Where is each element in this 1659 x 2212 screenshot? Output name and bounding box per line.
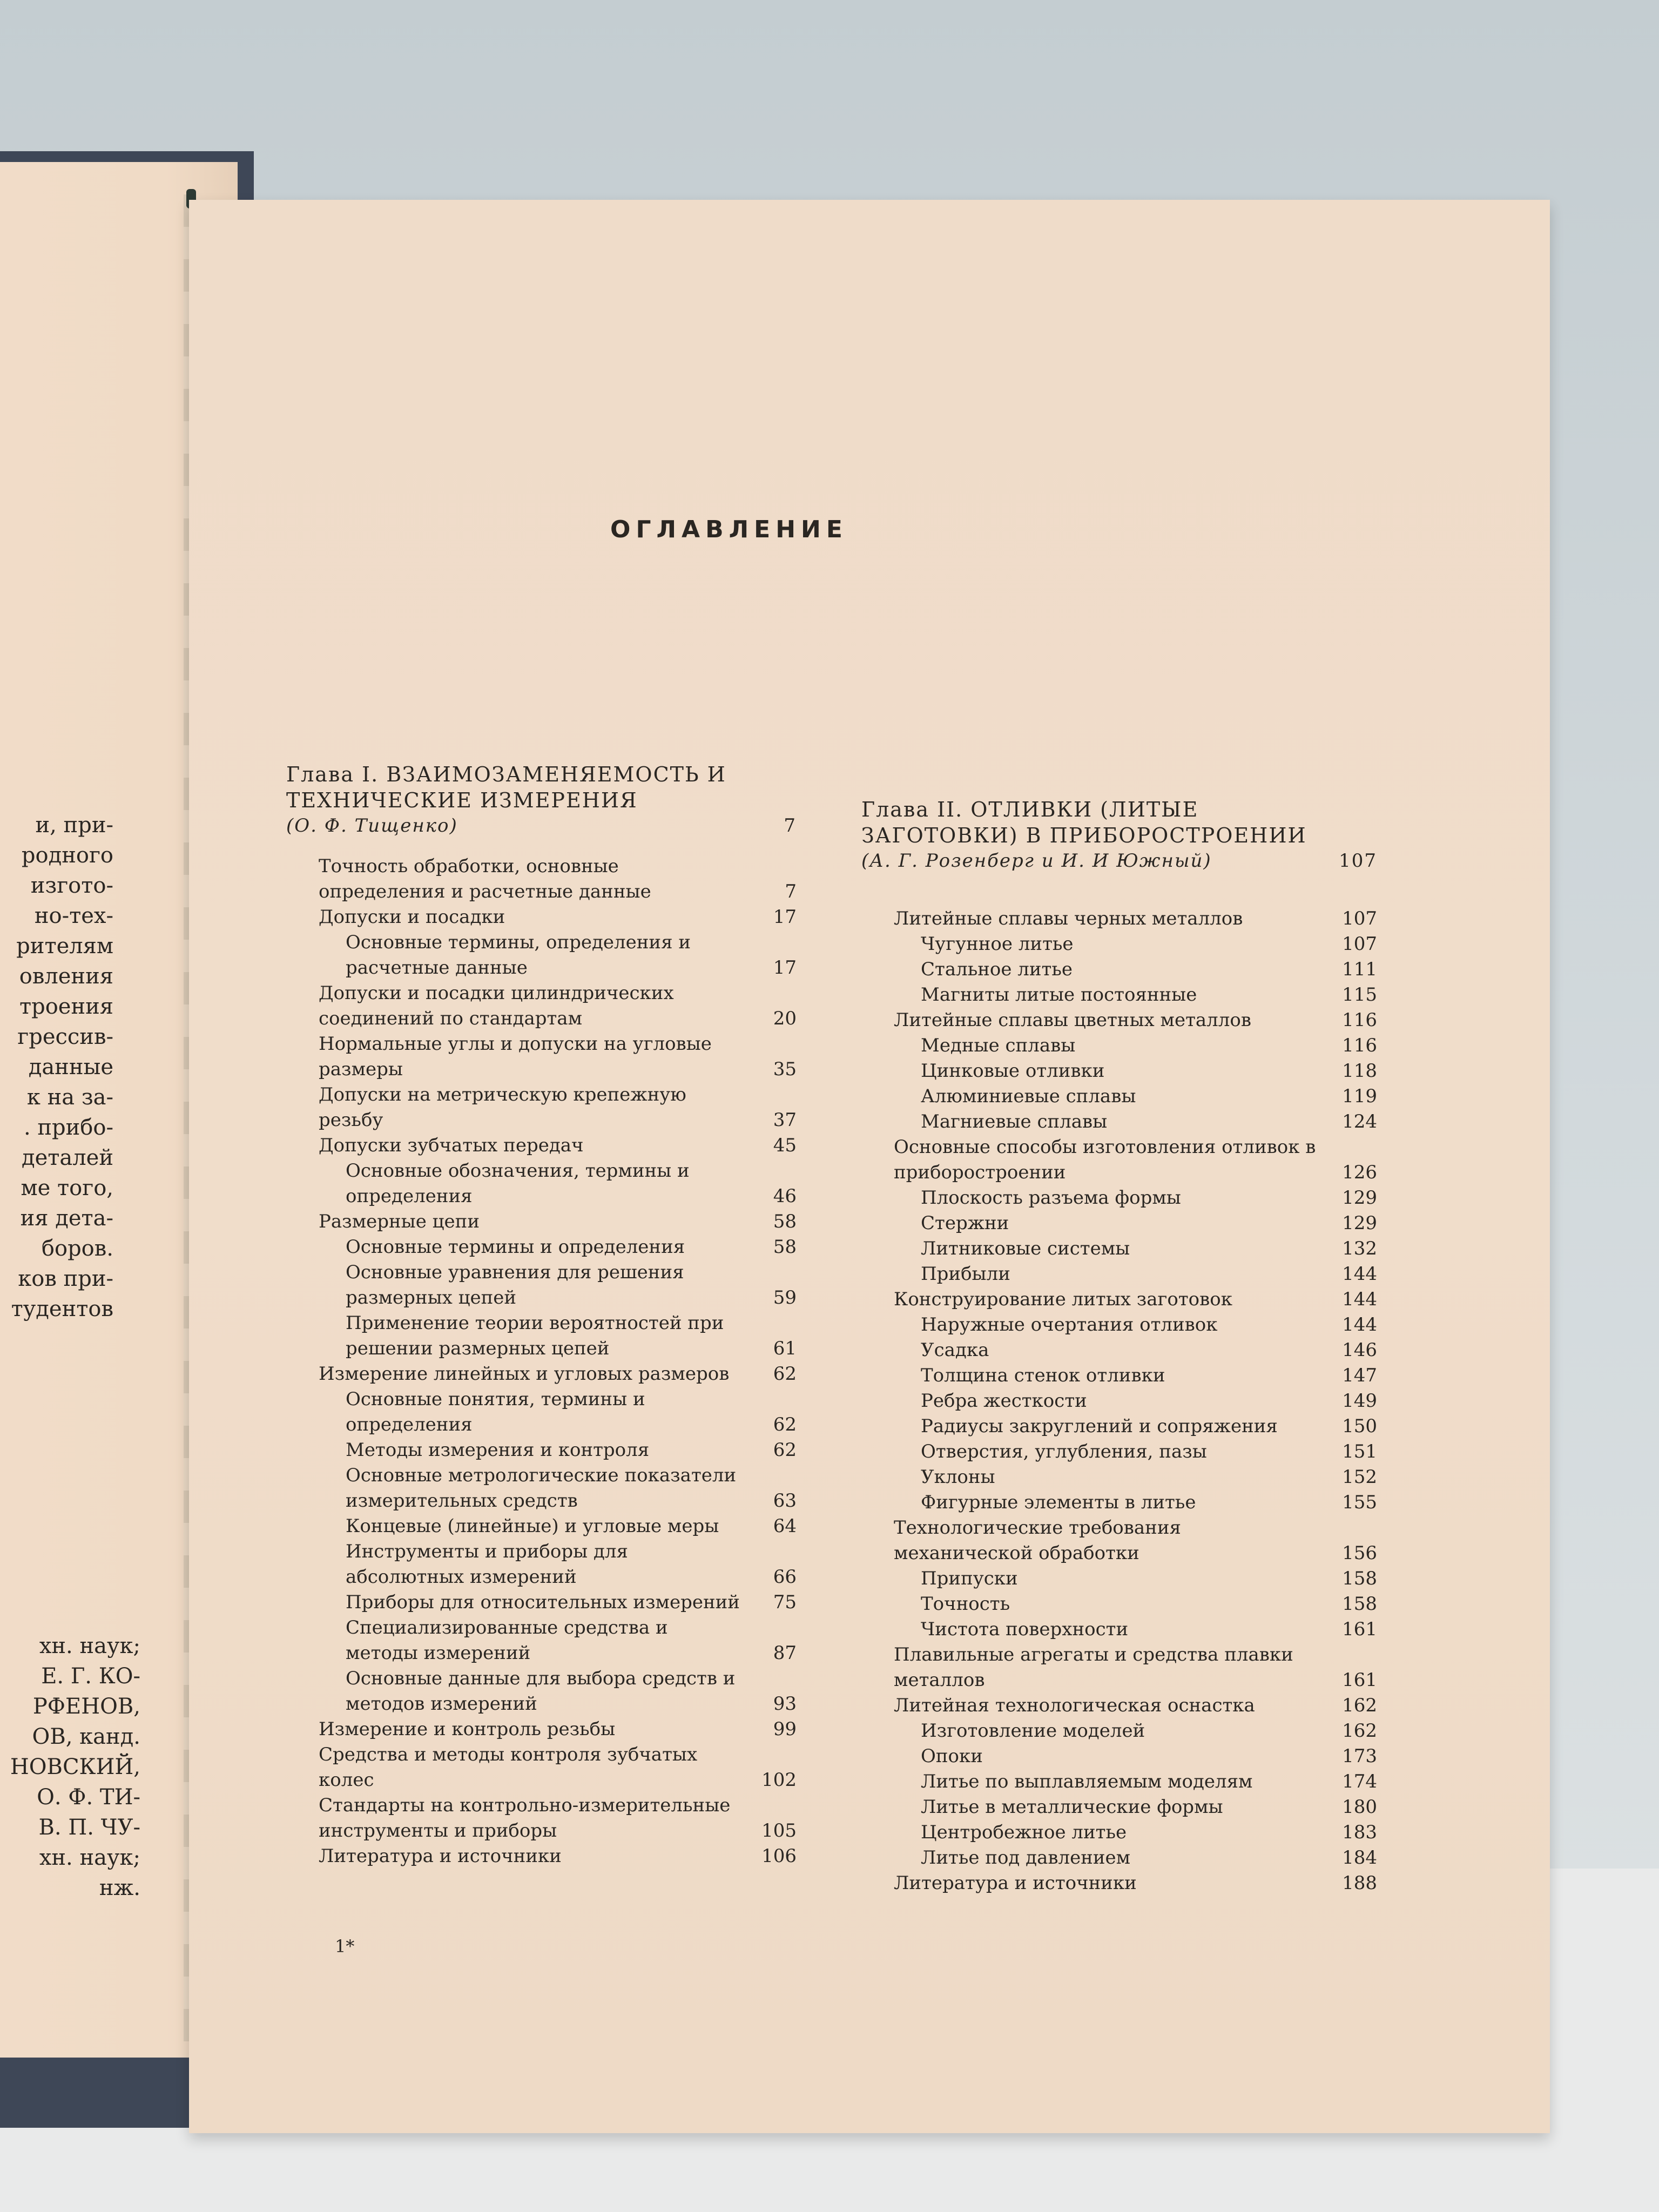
toc-entry-page: 17 [773,957,797,979]
left-page-line: О. Ф. ТИ- [37,1785,140,1810]
toc-entry-title: Литература и источники [319,1845,562,1867]
toc-entry-title: Конструирование литых заготовок [894,1289,1232,1310]
page-title: ОГЛАВЛЕНИЕ [610,516,848,543]
toc-entry-page: 111 [1342,959,1377,980]
toc-entry-title: Чистота поверхности [921,1618,1129,1640]
toc-entry[interactable] [861,1515,1377,1566]
left-page-line: боров. [41,1236,113,1261]
toc-entry-page: 116 [1342,1035,1377,1056]
toc-entry-title: Литейные сплавы черных металлов [894,908,1243,929]
toc-entry-page: 106 [761,1845,797,1867]
toc-entry-page: 62 [773,1439,797,1461]
toc-entry[interactable] [861,932,1377,957]
toc-entry[interactable] [861,1439,1377,1465]
left-page-line: хн. наук; [39,1845,140,1870]
toc-entry-page: 107 [1342,908,1377,929]
toc-entry-title: Основные понятия, термины и определения [346,1388,645,1435]
left-page-text-top [0,810,113,1324]
chapter-heading [861,797,1377,874]
toc-entry[interactable] [286,930,797,981]
toc-entry[interactable] [286,1209,797,1235]
toc-entry-page: 151 [1342,1441,1377,1462]
toc-entry[interactable] [861,1744,1377,1769]
left-page-line: НОВСКИЙ, [10,1755,140,1779]
toc-entry[interactable] [861,906,1377,932]
toc-entry[interactable] [861,957,1377,982]
toc-entry-page: 118 [1342,1060,1377,1082]
toc-entry[interactable] [286,1387,797,1438]
chapter-author-line[interactable] [286,813,797,839]
toc-entry-page: 129 [1342,1212,1377,1234]
toc-entry-page: 150 [1342,1415,1377,1437]
toc-entry[interactable] [286,1133,797,1158]
toc-entry-page: 156 [1342,1542,1377,1564]
toc-entry-page: 183 [1342,1822,1377,1843]
toc-entry[interactable] [286,1361,797,1387]
toc-entry[interactable] [861,1795,1377,1820]
toc-entry-title: Толщина стенок отливки [921,1365,1165,1386]
toc-entry[interactable] [861,1718,1377,1744]
toc-entry-page: 17 [773,906,797,928]
toc-entry[interactable] [861,1414,1377,1439]
toc-entry[interactable] [861,1084,1377,1109]
toc-entry-page: 93 [773,1693,797,1715]
toc-entry-title: Приборы для относительных измерений [346,1591,740,1613]
toc-entry-page: 59 [773,1287,797,1309]
toc-entry-page: 180 [1342,1796,1377,1818]
toc-entry[interactable] [286,1031,797,1082]
toc-entry-title: Литье под давлением [921,1847,1131,1869]
toc-entry-title: Допуски и посадки цилиндрических соединений по стандартам [319,982,674,1029]
toc-column-right [861,797,1377,1896]
toc-entry-page: 158 [1342,1568,1377,1589]
chapter-author-line[interactable] [861,848,1377,874]
toc-entry[interactable] [861,1642,1377,1693]
toc-entry-title: Магниты литые постоянные [921,984,1197,1006]
toc-entry-page: 161 [1342,1618,1377,1640]
toc-entry-title: Основные данные для выбора средств и методов измерений [346,1668,736,1715]
toc-entry-page: 62 [773,1363,797,1385]
toc-entry-page: 144 [1342,1263,1377,1285]
toc-entry-page: 61 [773,1338,797,1359]
toc-entry[interactable] [861,1109,1377,1135]
left-page-line: данные [28,1055,113,1080]
toc-entry-title: Литейные сплавы цветных металлов [894,1009,1251,1031]
toc-entry-title: Стандарты на контрольно-измерительные инструменты и приборы [319,1795,731,1842]
toc-entry[interactable] [286,1615,797,1666]
toc-entry-page: 129 [1342,1187,1377,1209]
left-page-line: к на за- [26,1085,113,1110]
toc-entry-page: 119 [1342,1085,1377,1107]
toc-entry-title: Магниевые сплавы [921,1111,1108,1132]
toc-entry-page: 58 [773,1211,797,1232]
toc-entry[interactable] [286,1514,797,1539]
toc-entry-page: 162 [1342,1720,1377,1742]
toc-entry-title: Наружные очертания отливок [921,1314,1218,1336]
chapter-author: (А. Г. Розенберг и И. И Южный) [861,850,1212,872]
toc-entry-page: 147 [1342,1365,1377,1386]
toc-entry[interactable] [861,1185,1377,1211]
toc-entry-page: 162 [1342,1695,1377,1716]
toc-entry-page: 132 [1342,1238,1377,1259]
toc-entry-title: Основные термины и определения [346,1236,685,1258]
toc-entry[interactable] [286,1793,797,1844]
toc-entries [861,906,1377,1896]
toc-column-left [286,761,797,1869]
toc-entry[interactable] [861,1262,1377,1287]
toc-entry-title: Цинковые отливки [921,1060,1105,1082]
toc-entry[interactable] [861,1312,1377,1338]
toc-entry-title: Литейная технологическая оснастка [894,1695,1255,1716]
chapter-page: 107 [1339,850,1377,872]
toc-entry-page: 87 [773,1642,797,1664]
toc-entry[interactable] [286,1666,797,1717]
toc-entry[interactable] [861,1591,1377,1617]
toc-entry[interactable] [861,1465,1377,1490]
toc-entry-page: 174 [1342,1771,1377,1792]
toc-entry-page: 75 [773,1591,797,1613]
left-page-line: и, при- [35,813,113,838]
toc-entry-page: 102 [761,1769,797,1791]
toc-entry-page: 62 [773,1414,797,1435]
toc-entry-title: Литература и источники [894,1872,1137,1894]
toc-entry[interactable] [861,1363,1377,1388]
toc-entry-title: Точность обработки, основные определения и расчетные данные [319,855,651,902]
chapter-page: 7 [784,815,797,837]
toc-entry-title: Средства и методы контроля зубчатых колес [319,1744,698,1791]
toc-entry-title: Нормальные углы и допуски на угловые размеры [319,1033,712,1080]
left-page-line: рителям [16,934,113,959]
toc-entry[interactable] [286,1260,797,1311]
toc-entry[interactable] [861,1769,1377,1795]
toc-entry-title: Стальное литье [921,959,1073,980]
toc-entry-page: 144 [1342,1314,1377,1336]
toc-entry[interactable] [861,1871,1377,1896]
left-page-text-bottom [0,1631,140,1903]
toc-entry-page: 66 [773,1566,797,1588]
left-page-line: РФЕНОВ, [32,1694,140,1719]
left-page-line: троения [19,994,113,1019]
toc-entry[interactable] [286,1844,797,1869]
toc-entry-title: Основные термины, определения и расчетные данные [346,932,691,979]
toc-entries [286,854,797,1869]
toc-entry[interactable] [861,1490,1377,1515]
toc-entry-title: Алюминиевые сплавы [921,1085,1136,1107]
left-page-line: ОВ, канд. [32,1724,140,1749]
toc-entry-page: 20 [773,1008,797,1029]
toc-entry[interactable] [286,1158,797,1209]
toc-entry-page: 35 [773,1058,797,1080]
toc-entry-title: Измерение линейных и угловых размеров [319,1363,730,1385]
toc-entry-title: Основные способы изготовления отливок в приборостроении [894,1136,1316,1183]
left-page-line: . прибо- [23,1115,113,1140]
toc-entry-page: 126 [1342,1162,1377,1183]
toc-entry-title: Допуски зубчатых передач [319,1135,584,1156]
left-page-line: грессив- [17,1024,113,1049]
toc-entry-title: Основные обозначения, термины и определения [346,1160,690,1207]
toc-entry-title: Технологические требования механической обработки [894,1517,1181,1564]
toc-entry-page: 64 [773,1515,797,1537]
toc-entry[interactable] [286,1742,797,1793]
toc-entry-title: Инструменты и приборы для абсолютных измерений [346,1541,628,1588]
left-page-line: изгото- [30,873,113,898]
toc-entry[interactable] [861,1617,1377,1642]
left-page-line: В. П. ЧУ- [38,1815,140,1840]
left-page-line: деталей [21,1145,113,1170]
toc-entry-title: Методы измерения и контроля [346,1439,650,1461]
toc-entry-page: 116 [1342,1009,1377,1031]
toc-entry-page: 144 [1342,1289,1377,1310]
toc-entry-page: 146 [1342,1339,1377,1361]
toc-entry-title: Основные уравнения для решения размерных цепей [346,1262,684,1309]
left-page-line: овления [19,964,113,989]
toc-entry-title: Точность [921,1593,1010,1615]
toc-entry-title: Литниковые системы [921,1238,1130,1259]
toc-entry-title: Литье в металлические формы [921,1796,1223,1818]
toc-entry[interactable] [286,1235,797,1260]
toc-entry-page: 46 [773,1185,797,1207]
toc-entry-title: Стержни [921,1212,1009,1234]
left-page-line: Е. Г. КО- [41,1664,140,1689]
toc-entry[interactable] [286,981,797,1031]
toc-entry-page: 7 [785,881,797,902]
toc-entry[interactable] [861,1058,1377,1084]
toc-entry[interactable] [861,1033,1377,1058]
toc-entry[interactable] [286,905,797,930]
toc-entry-title: Отверстия, углубления, пазы [921,1441,1207,1462]
toc-entry-title: Фигурные элементы в литье [921,1492,1196,1513]
toc-entry-title: Радиусы закруглений и сопряжения [921,1415,1278,1437]
toc-entry[interactable] [286,1590,797,1615]
toc-entry-title: Усадка [921,1339,989,1361]
toc-entry-title: Припуски [921,1568,1018,1589]
left-page-line: тудентов [11,1297,113,1321]
toc-entry-title: Изготовление моделей [921,1720,1145,1742]
toc-entry-page: 152 [1342,1466,1377,1488]
toc-entry-page: 158 [1342,1593,1377,1615]
chapter-heading [286,761,797,839]
left-page-line: ия дета- [20,1206,113,1231]
toc-entry[interactable] [861,1388,1377,1414]
toc-entry-title: Применение теории вероятностей при решении размерных цепей [346,1312,724,1359]
toc-entry[interactable] [861,1338,1377,1363]
toc-entry[interactable] [286,1717,797,1742]
toc-entry[interactable] [861,1693,1377,1718]
chapter-title: Глава II. ОТЛИВКИ (ЛИТЫЕ ЗАГОТОВКИ) В ПРИБОРОСТРОЕНИИ [861,798,1307,847]
left-page-line: ме того, [21,1176,113,1201]
toc-entry-page: 37 [773,1109,797,1131]
toc-entry[interactable] [286,1438,797,1463]
left-page-line: ков при- [18,1266,113,1291]
toc-entry-title: Литье по выплавляемым моделям [921,1771,1253,1792]
toc-entry-title: Концевые (линейные) и угловые меры [346,1515,719,1537]
toc-entry[interactable] [861,1008,1377,1033]
toc-entry-page: 155 [1342,1492,1377,1513]
toc-entry-page: 115 [1342,984,1377,1006]
toc-entry-page: 149 [1342,1390,1377,1412]
toc-entry[interactable] [861,1236,1377,1262]
toc-entry-title: Плоскость разъема формы [921,1187,1181,1209]
toc-entry[interactable] [861,1135,1377,1185]
toc-entry-page: 161 [1342,1669,1377,1691]
toc-entry[interactable] [286,1463,797,1514]
toc-entry-title: Чугунное литье [921,933,1074,955]
toc-entry-page: 99 [773,1718,797,1740]
toc-entry-title: Центробежное литье [921,1822,1127,1843]
toc-entry-page: 63 [773,1490,797,1512]
toc-entry[interactable] [861,1287,1377,1312]
toc-entry-page: 45 [773,1135,797,1156]
left-page-line: нж. [99,1876,140,1900]
toc-entry-title: Допуски и посадки [319,906,505,928]
toc-entry[interactable] [286,1539,797,1590]
toc-entry-title: Ребра жесткости [921,1390,1087,1412]
toc-entry-title: Прибыли [921,1263,1010,1285]
toc-entry-page: 105 [761,1820,797,1842]
toc-entry-title: Медные сплавы [921,1035,1076,1056]
toc-entry-title: Плавильные агрегаты и средства плавки металлов [894,1644,1293,1691]
toc-entry-page: 184 [1342,1847,1377,1869]
toc-entry[interactable] [861,1566,1377,1591]
toc-entry-page: 124 [1342,1111,1377,1132]
toc-entry-title: Специализированные средства и методы измерений [346,1617,668,1664]
toc-entry-title: Измерение и контроль резьбы [319,1718,616,1740]
toc-entry-title: Опоки [921,1745,983,1767]
toc-entry[interactable] [286,854,797,905]
chapter-author: (О. Ф. Тищенко) [286,815,458,837]
left-page-line: хн. наук; [39,1634,140,1658]
signature-mark: 1* [335,1936,355,1957]
toc-entry-page: 107 [1342,933,1377,955]
toc-entry[interactable] [861,1820,1377,1845]
toc-entry-title: Уклоны [921,1466,995,1488]
toc-entry[interactable] [861,982,1377,1008]
toc-entry-title: Основные метрологические показатели измерительных средств [346,1465,737,1512]
toc-entry-title: Размерные цепи [319,1211,480,1232]
toc-entry[interactable] [286,1082,797,1133]
toc-entry-page: 188 [1342,1872,1377,1894]
toc-entry[interactable] [861,1211,1377,1236]
toc-entry-title: Допуски на метрическую крепежную резьбу [319,1084,686,1131]
toc-entry-page: 58 [773,1236,797,1258]
toc-entry-page: 173 [1342,1745,1377,1767]
toc-entry[interactable] [861,1845,1377,1871]
chapter-title: Глава I. ВЗАИМОЗАМЕНЯЕМОСТЬ И ТЕХНИЧЕСКИЕ ИЗМЕРЕНИЯ [286,763,726,812]
left-page-line: родного [21,843,113,868]
toc-entry[interactable] [286,1311,797,1361]
left-page-line: но-тех- [34,903,113,928]
